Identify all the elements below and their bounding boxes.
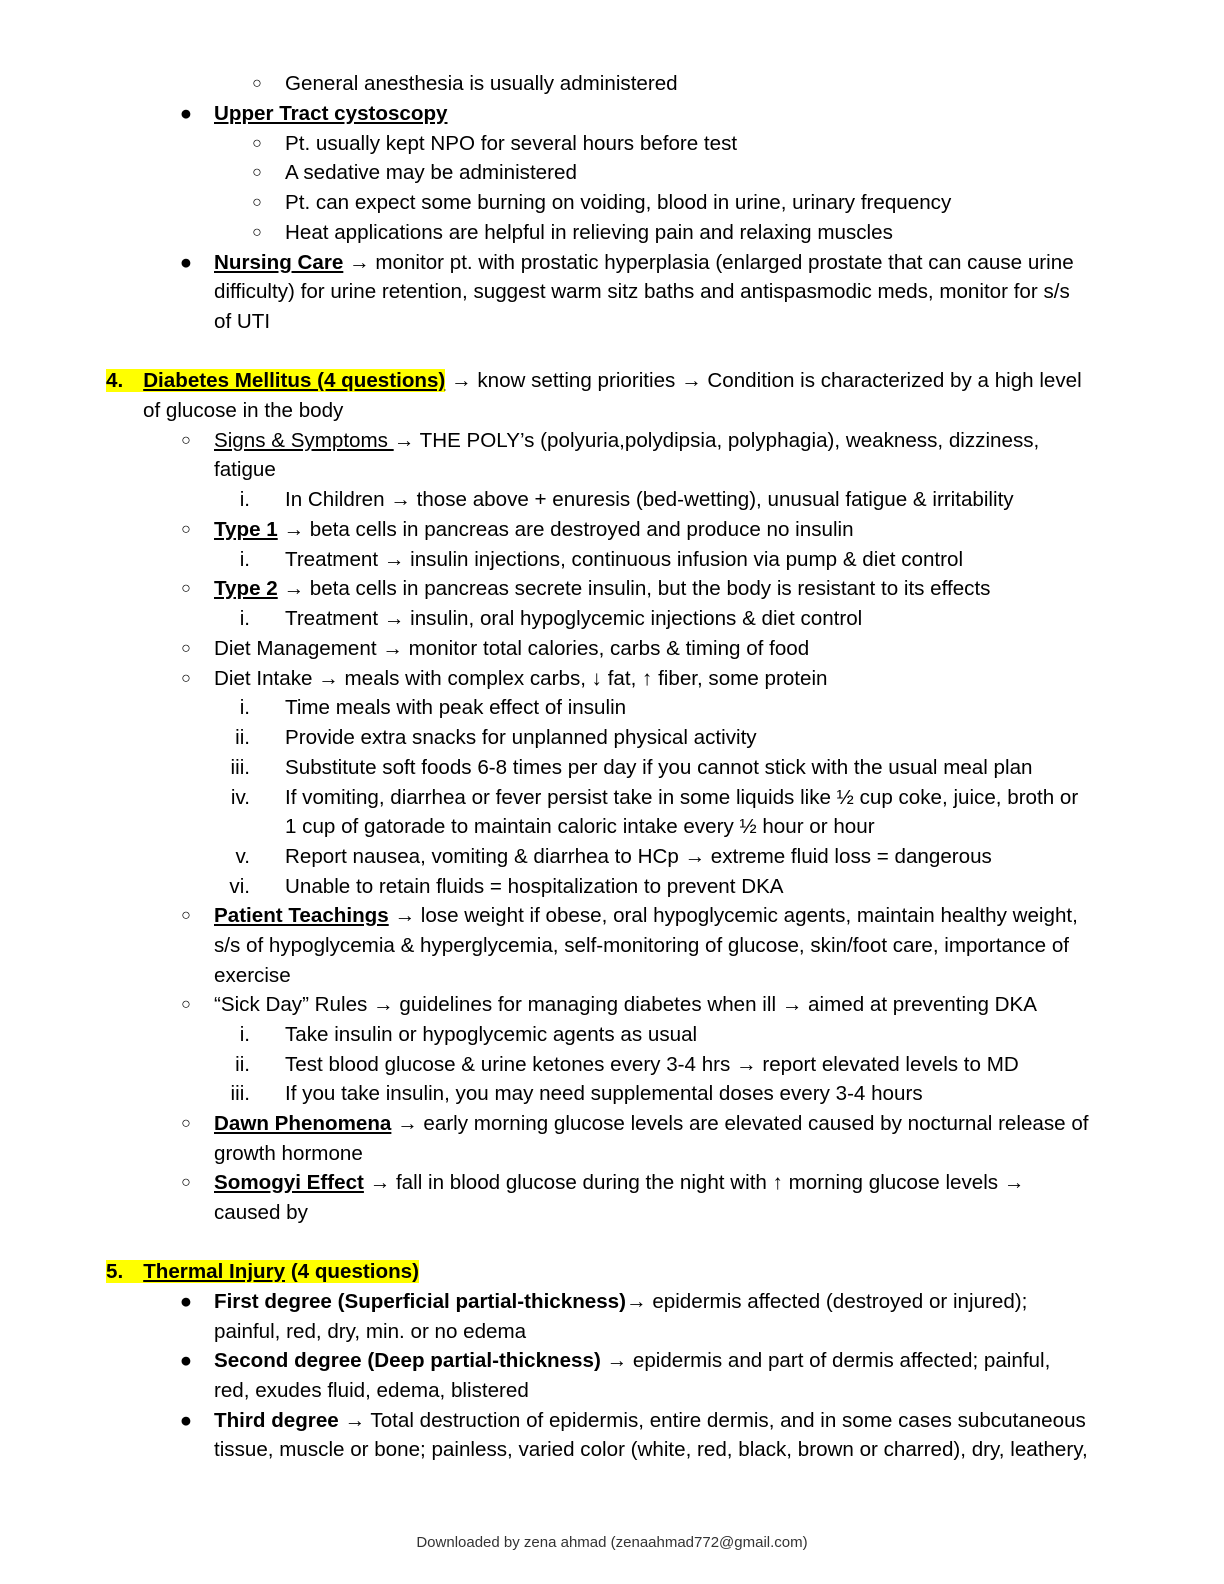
dawn-phenomena: growth hormone xyxy=(214,1142,363,1165)
list-item: Time meals with peak effect of insulin xyxy=(285,696,627,719)
somogyi-effect: Somogyi Effect → fall in blood glucose during the night with ↑ morning glucose levels → xyxy=(214,1171,1025,1194)
circle-bullet: ○ xyxy=(252,164,262,181)
roman-numeral: i. xyxy=(239,488,250,511)
list-item: Pt. usually kept NPO for several hours before test xyxy=(285,132,738,155)
circle-bullet: ○ xyxy=(181,432,191,449)
circle-bullet: ○ xyxy=(181,580,191,597)
circle-bullet: ○ xyxy=(181,670,191,687)
somogyi-effect: caused by xyxy=(214,1201,308,1224)
download-footer: Downloaded by zena ahmad (zenaahmad772@gmail.com) xyxy=(416,1534,808,1551)
diet-management: Diet Management → monitor total calories, carbs & timing of food xyxy=(214,637,810,660)
roman-numeral: iv. xyxy=(230,786,250,809)
patient-teachings: Patient Teachings → lose weight if obese, oral hypoglycemic agents, maintain healthy weight, xyxy=(214,904,1078,927)
type-1: Type 1 → beta cells in pancreas are destroyed and produce no insulin xyxy=(214,518,854,541)
list-item: If you take insulin, you may need supplemental doses every 3-4 hours xyxy=(285,1082,923,1105)
circle-bullet: ○ xyxy=(181,907,191,924)
patient-teachings: exercise xyxy=(214,964,291,987)
nursing-care-line: of UTI xyxy=(214,310,271,333)
bullet: ● xyxy=(179,1349,193,1372)
list-item: Take insulin or hypoglycemic agents as usual xyxy=(285,1023,698,1046)
list-item: Unable to retain fluids = hospitalization to prevent DKA xyxy=(285,875,784,898)
list-item: In Children → those above + enuresis (bed-wetting), unusual fatigue & irritability xyxy=(285,488,1014,511)
type-2: Type 2 → beta cells in pancreas secrete insulin, but the body is resistant to its effects xyxy=(214,577,991,600)
heading-upper-tract: Upper Tract cystoscopy xyxy=(214,102,448,125)
circle-bullet: ○ xyxy=(252,75,262,92)
circle-bullet: ○ xyxy=(181,1115,191,1132)
sick-day-rules: “Sick Day” Rules → guidelines for managing diabetes when ill → aimed at preventing DKA xyxy=(214,993,1038,1016)
bullet: ● xyxy=(179,1290,193,1313)
first-degree: First degree (Superficial partial-thickness)→ epidermis affected (destroyed or injured); xyxy=(214,1290,1028,1313)
list-item: Pt. can expect some burning on voiding, blood in urine, urinary frequency xyxy=(285,191,952,214)
roman-numeral: i. xyxy=(239,607,250,630)
section-4-heading: 4. Diabetes Mellitus (4 questions) → know setting priorities → Condition is characterized by a high level xyxy=(106,369,1082,392)
signs-symptoms: fatigue xyxy=(214,458,276,481)
roman-numeral: ii. xyxy=(235,726,250,749)
section-4-intro: of glucose in the body xyxy=(143,399,344,422)
section-5-heading: 5. Thermal Injury (4 questions) xyxy=(106,1260,419,1283)
list-item: If vomiting, diarrhea or fever persist take in some liquids like ½ cup coke, juice, broth or xyxy=(285,786,1079,809)
signs-symptoms: Signs & Symptoms → THE POLY’s (polyuria,polydipsia, polyphagia), weakness, dizziness, xyxy=(214,429,1040,452)
list-item: General anesthesia is usually administered xyxy=(285,72,678,95)
bullet: ● xyxy=(179,251,193,274)
list-item: A sedative may be administered xyxy=(285,161,577,184)
roman-numeral: i. xyxy=(239,548,250,571)
roman-numeral: i. xyxy=(239,1023,250,1046)
third-degree: tissue, muscle or bone; painless, varied color (white, red, black, brown or charred), dry, leathery, xyxy=(214,1438,1088,1461)
roman-numeral: ii. xyxy=(235,1053,250,1076)
third-degree: Third degree → Total destruction of epidermis, entire dermis, and in some cases subcutaneous xyxy=(214,1409,1086,1432)
roman-numeral: iii. xyxy=(230,1082,250,1105)
bullet: ● xyxy=(179,1409,193,1432)
list-item: Provide extra snacks for unplanned physical activity xyxy=(285,726,757,749)
circle-bullet: ○ xyxy=(181,521,191,538)
list-item: Heat applications are helpful in relieving pain and relaxing muscles xyxy=(285,221,893,244)
bullet: ● xyxy=(179,102,193,125)
circle-bullet: ○ xyxy=(252,194,262,211)
list-item: Substitute soft foods 6-8 times per day if you cannot stick with the usual meal plan xyxy=(285,756,1033,779)
second-degree: red, exudes fluid, edema, blistered xyxy=(214,1379,529,1402)
circle-bullet: ○ xyxy=(181,996,191,1013)
first-degree: painful, red, dry, min. or no edema xyxy=(214,1320,527,1343)
circle-bullet: ○ xyxy=(181,640,191,657)
nursing-care-line: difficulty) for urine retention, suggest warm sitz baths and antispasmodic meds, monitor for s/s xyxy=(214,280,1070,303)
roman-numeral: v. xyxy=(235,845,250,868)
list-item: Treatment → insulin injections, continuous infusion via pump & diet control xyxy=(285,548,964,571)
circle-bullet: ○ xyxy=(252,135,262,152)
dawn-phenomena: Dawn Phenomena → early morning glucose levels are elevated caused by nocturnal release of xyxy=(214,1112,1089,1135)
list-item: Test blood glucose & urine ketones every 3-4 hrs → report elevated levels to MD xyxy=(285,1053,1019,1076)
roman-numeral: i. xyxy=(239,696,250,719)
roman-numeral: iii. xyxy=(230,756,250,779)
list-item: Report nausea, vomiting & diarrhea to HCp → extreme fluid loss = dangerous xyxy=(285,845,992,868)
circle-bullet: ○ xyxy=(252,224,262,241)
circle-bullet: ○ xyxy=(181,1174,191,1191)
list-item: Treatment → insulin, oral hypoglycemic injections & diet control xyxy=(285,607,863,630)
list-item: 1 cup of gatorade to maintain caloric intake every ½ hour or hour xyxy=(285,815,875,838)
roman-numeral: vi. xyxy=(229,875,250,898)
nursing-care-line: Nursing Care → monitor pt. with prostatic hyperplasia (enlarged prostate that can cause urine xyxy=(214,251,1074,274)
second-degree: Second degree (Deep partial-thickness) → epidermis and part of dermis affected; painful, xyxy=(214,1349,1051,1372)
diet-intake: Diet Intake → meals with complex carbs, ↓ fat, ↑ fiber, some protein xyxy=(214,667,828,690)
patient-teachings: s/s of hypoglycemia & hyperglycemia, self-monitoring of glucose, skin/foot care, importance of xyxy=(214,934,1070,957)
